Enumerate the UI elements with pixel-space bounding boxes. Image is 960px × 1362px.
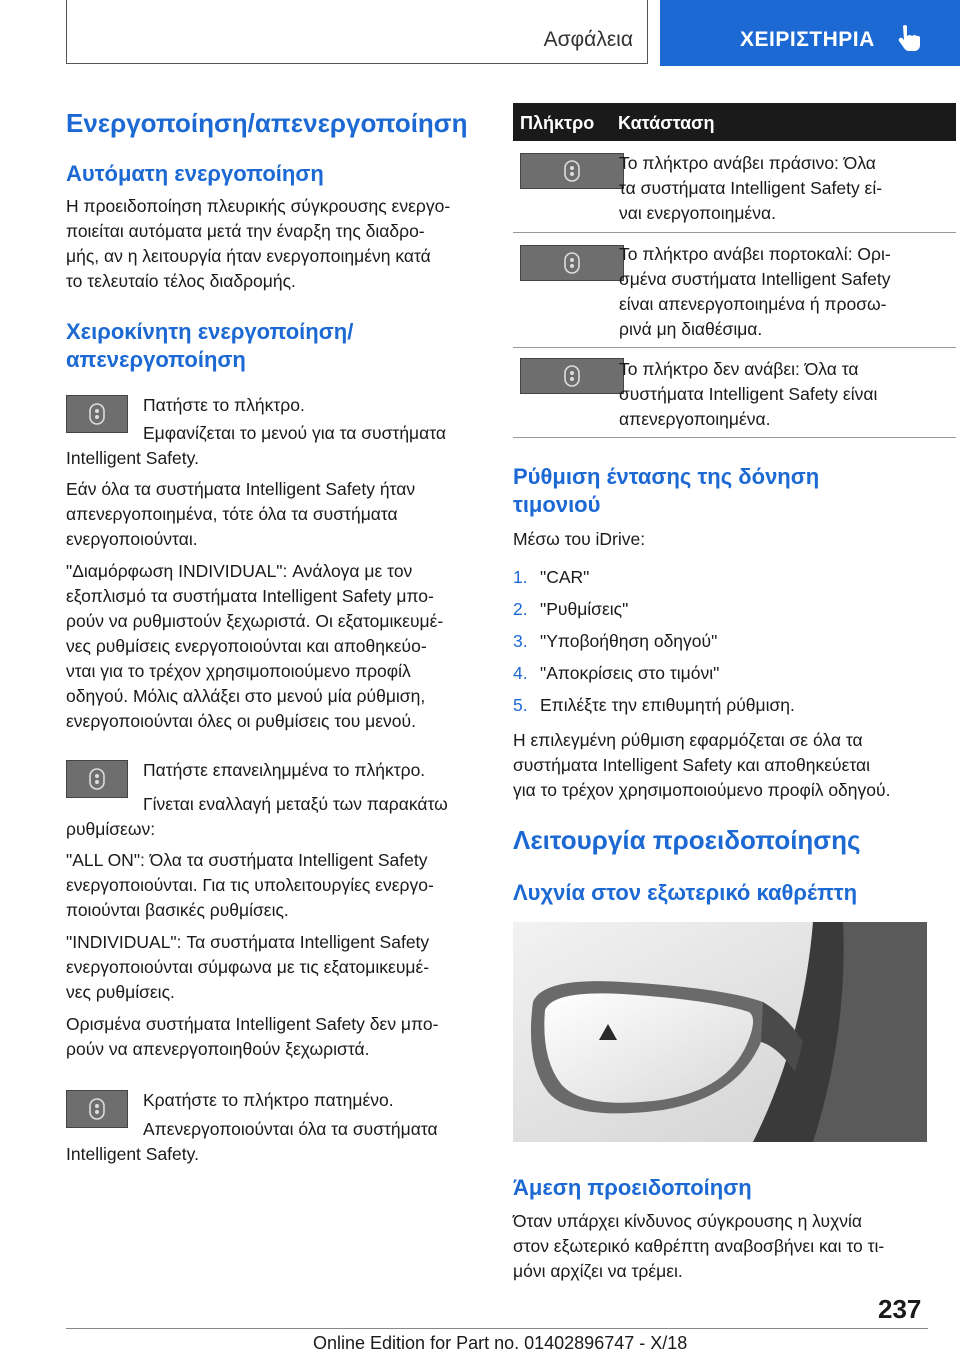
- col-header-state: Κατάσταση: [618, 113, 715, 133]
- step2-line: ενεργοποιούνται. Για τις υπολειτουργίες ενεργο-: [66, 875, 434, 895]
- header-section-title: Ασφάλεια: [543, 28, 633, 51]
- safety-button-icon: [564, 365, 580, 387]
- step1-line: Εάν όλα τα συστήματα Intelligent Safety ήταν: [66, 479, 416, 499]
- table-row-text: σμένα συστήματα Intelligent Safety: [619, 269, 891, 289]
- vibration-heading: Ρύθμιση έντασης της δόνηση: [513, 464, 820, 489]
- footer-divider: [66, 1328, 928, 1329]
- button-green-image: [520, 153, 624, 189]
- intelligent-safety-button-image: [66, 1090, 128, 1128]
- table-row-text: είναι απενεργοποιημένα ή προσω-: [619, 294, 887, 314]
- section-title: Ενεργοποίηση/απενεργοποίηση: [66, 108, 468, 138]
- col-header-key: Πλήκτρο: [520, 113, 595, 133]
- via-idrive-text: Μέσω του iDrive:: [513, 529, 646, 549]
- step2-line: "INDIVIDUAL": Τα συστήματα Intelligent Safety: [66, 932, 430, 952]
- list-number: 4.: [513, 663, 528, 683]
- table-row-text: Το πλήκτρο δεν ανάβει: Όλα τα: [619, 359, 859, 379]
- step2-line: "ALL ON": Όλα τα συστήματα Intelligent Safety: [66, 850, 428, 870]
- step1-line: νται για το τρέχον χρησιμοποιούμενο προφίλ: [66, 661, 411, 681]
- direct-warning-line: μόνι αρχίζει να τρέμει.: [513, 1261, 683, 1281]
- auto-text-line: μής, αν η λειτουργία ήταν ενεργοποιημένη κατά: [66, 246, 431, 266]
- table-row-text: Το πλήκτρο ανάβει πράσινο: Όλα: [619, 153, 876, 173]
- list-number: 2.: [513, 599, 528, 619]
- after-text-line: συστήματα Intelligent Safety και αποθηκεύεται: [513, 755, 871, 775]
- step2-line: Ορισμένα συστήματα Intelligent Safety δεν μπο-: [66, 1014, 439, 1034]
- list-number: 5.: [513, 695, 528, 715]
- step1-line: οδηγού. Μόλις αλλάξει στο μενού μία ρύθμιση,: [66, 686, 426, 706]
- list-item: "Αποκρίσεις στο τιμόνι": [540, 663, 720, 683]
- step1-text-b: Εμφανίζεται το μενού για τα συστήματα: [143, 423, 447, 443]
- step3-text: Κρατήστε το πλήκτρο πατημένο.: [143, 1090, 394, 1110]
- button-off-image: [520, 358, 624, 394]
- manual-activation-heading-cont: απενεργοποίηση: [66, 347, 246, 372]
- list-item: "Υποβοήθηση οδηγού": [540, 631, 718, 651]
- direct-warning-line: στον εξωτερικό καθρέπτη αναβοσβήνει και το τι-: [513, 1236, 885, 1256]
- pointing-hand-icon: [896, 24, 922, 52]
- header-tab-label: ΧΕΙΡΙΣΤΗΡΙΑ: [740, 28, 875, 51]
- list-number: 3.: [513, 631, 528, 651]
- safety-button-icon: [89, 1098, 105, 1120]
- auto-text-line: το τελευταίο τέλος διαδρομής.: [66, 271, 296, 291]
- intelligent-safety-button-image: [66, 395, 128, 433]
- warning-function-title: Λειτουργία προειδοποίησης: [513, 825, 861, 855]
- mirror-photo: [513, 922, 927, 1142]
- list-item: Επιλέξτε την επιθυμητή ρύθμιση.: [540, 695, 795, 715]
- table-row-text: συστήματα Intelligent Safety είναι: [619, 384, 878, 404]
- header-tab-controls[interactable]: [660, 0, 960, 66]
- step2-text-b: Γίνεται εναλλαγή μεταξύ των παρακάτω: [143, 794, 448, 814]
- table-row-text: ρινά μη διαθέσιμα.: [619, 319, 763, 339]
- mirror-light-heading: Λυχνία στον εξωτερικό καθρέπτη: [513, 880, 858, 905]
- auto-activation-heading: Αυτόματη ενεργοποίηση: [66, 161, 324, 186]
- auto-text-line: ποιείται αυτόματα μετά την έναρξη της διαδρο-: [66, 221, 425, 241]
- vibration-heading-cont: τιμονιού: [513, 492, 601, 517]
- step3-text-c: Intelligent Safety.: [66, 1144, 199, 1164]
- step2-line: ρούν να απενεργοποιηθούν ξεχωριστά.: [66, 1039, 370, 1059]
- status-table-header: [513, 103, 956, 141]
- safety-button-icon: [564, 252, 580, 274]
- table-divider: [513, 347, 956, 348]
- safety-button-icon: [564, 160, 580, 182]
- auto-text-line: Η προειδοποίηση πλευρικής σύγκρουσης ενεργο-: [66, 196, 451, 216]
- after-text-line: για το τρέχον χρησιμοποιούμενο προφίλ οδηγού.: [513, 780, 891, 800]
- table-row-text: ναι ενεργοποιημένα.: [619, 203, 776, 223]
- safety-button-icon: [89, 403, 105, 425]
- direct-warning-heading: Άμεση προειδοποίηση: [513, 1175, 752, 1200]
- manual-activation-heading: Χειροκίνητη ενεργοποίηση/: [66, 319, 354, 344]
- list-number: 1.: [513, 567, 528, 587]
- step1-text: Πατήστε το πλήκτρο.: [143, 395, 305, 415]
- table-row-text: απενεργοποιημένα.: [619, 409, 771, 429]
- button-orange-image: [520, 245, 624, 281]
- step1-line: εξοπλισμό τα συστήματα Intelligent Safety μπο-: [66, 586, 434, 606]
- step2-text: Πατήστε επανειλημμένα το πλήκτρο.: [143, 760, 426, 780]
- page-number: 237: [878, 1294, 922, 1324]
- step1-line: ενεργοποιούνται.: [66, 529, 198, 549]
- table-row-text: τα συστήματα Intelligent Safety εί-: [619, 178, 883, 198]
- step3-text-b: Απενεργοποιούνται όλα τα συστήματα: [143, 1119, 438, 1139]
- step1-line: ρούν να ρυθμιστούν ξεχωριστά. Οι εξατομικευμέ-: [66, 611, 444, 631]
- step1-line: νες ρυθμίσεις ενεργοποιούνται και αποθηκεύο-: [66, 636, 427, 656]
- list-item: "Ρυθμίσεις": [540, 599, 629, 619]
- after-text-line: Η επιλεγμένη ρύθμιση εφαρμόζεται σε όλα τα: [513, 730, 863, 750]
- safety-button-icon: [89, 768, 105, 790]
- mirror-illustration: [513, 922, 927, 1142]
- direct-warning-line: Όταν υπάρχει κίνδυνος σύγκρουσης η λυχνία: [513, 1211, 863, 1231]
- table-divider: [513, 232, 956, 233]
- step2-line: ενεργοποιούνται σύμφωνα με τις εξατομικευμέ-: [66, 957, 430, 977]
- step1-line: Intelligent Safety.: [66, 448, 199, 468]
- list-item: "CAR": [540, 567, 590, 587]
- step1-line: "Διαμόρφωση INDIVIDUAL": Ανάλογα με τον: [66, 561, 413, 581]
- intelligent-safety-button-image: [66, 760, 128, 798]
- step1-line: ενεργοποιούνται όλες οι ρυθμίσεις του μενού.: [66, 711, 416, 731]
- step2-line: νες ρυθμίσεις.: [66, 982, 175, 1002]
- step2-line: ποιούνται βασικές ρυθμίσεις.: [66, 900, 289, 920]
- header-section-box: [66, 0, 648, 64]
- footer-edition: Online Edition for Part no. 01402896747 - X/18: [313, 1333, 688, 1353]
- table-row-text: Το πλήκτρο ανάβει πορτοκαλί: Ορι-: [619, 244, 891, 264]
- step1-line: απενεργοποιημένα, τότε όλα τα συστήματα: [66, 504, 398, 524]
- table-divider: [513, 437, 956, 438]
- step2-line: ρυθμίσεων:: [66, 819, 156, 839]
